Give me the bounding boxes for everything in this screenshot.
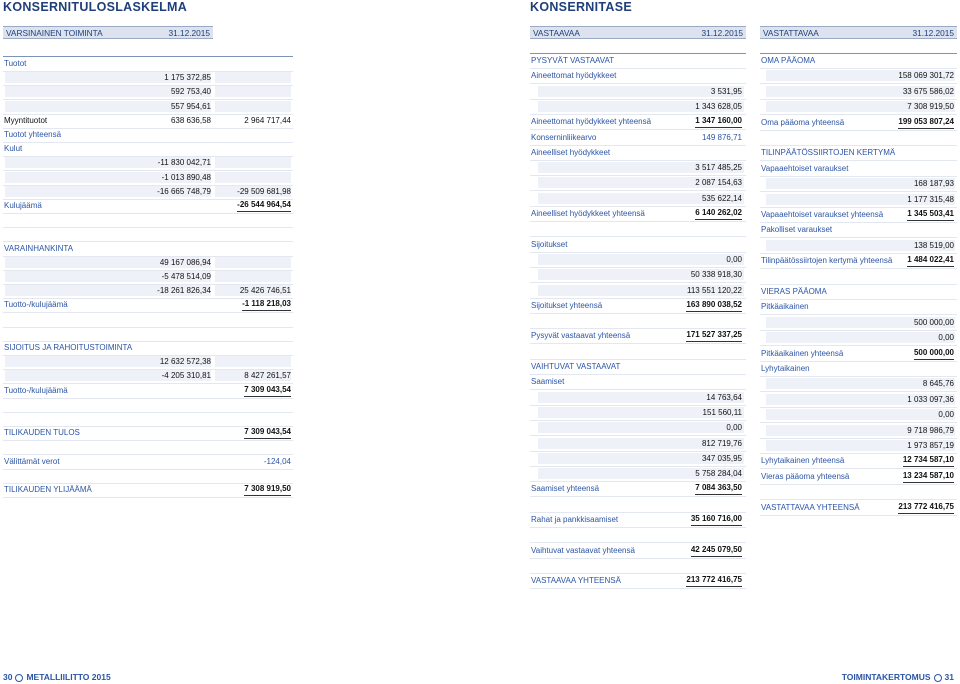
table-row	[3, 128, 293, 143]
table-row	[530, 360, 746, 375]
table-row	[760, 54, 957, 69]
circle-icon	[934, 674, 942, 682]
table-row	[760, 116, 957, 131]
row-value: -26 544 964,54	[237, 199, 291, 212]
table-row	[530, 222, 746, 237]
table-row	[760, 377, 957, 392]
footer-right-name: TOIMINTAKERTOMUS	[841, 672, 931, 682]
row-value: 0,00	[726, 423, 742, 433]
row-value: -1 118 218,03	[242, 298, 291, 311]
row-value: 213 772 416,75	[898, 501, 954, 514]
table-row	[530, 329, 746, 344]
table-row	[760, 485, 957, 500]
row-label: Tuotot	[4, 59, 27, 68]
row-label: Rahat ja pankkisaamiset	[531, 515, 619, 524]
table-row	[3, 369, 293, 384]
row-value: 1 177 315,48	[907, 194, 954, 204]
row-value: 138 519,00	[913, 240, 954, 250]
table-row	[3, 185, 293, 200]
table-row	[3, 256, 293, 271]
row-value: 7 309 043,54	[244, 384, 291, 397]
row-value: 6 140 262,02	[695, 207, 742, 220]
table-row	[530, 268, 746, 283]
cell-background	[215, 356, 291, 367]
table-row	[3, 355, 293, 370]
footer-right-page: 31	[944, 672, 954, 682]
table-row	[530, 375, 746, 390]
table-row	[530, 85, 746, 100]
row-value: 50 338 918,30	[690, 270, 742, 280]
table-row	[530, 299, 746, 314]
row-value: 557 954,61	[170, 101, 211, 111]
row-value: 213 772 416,75	[686, 574, 742, 587]
footer-left	[3, 672, 111, 682]
row-label: Saamiset	[531, 377, 565, 387]
table-row	[530, 69, 746, 84]
row-label: VARAINHANKINTA	[4, 243, 74, 253]
row-value: 0,00	[938, 333, 954, 343]
row-value: 347 035,95	[701, 453, 742, 463]
row-label: PYSYVÄT VASTAAVAT	[531, 56, 615, 65]
table-row	[3, 284, 293, 299]
row-label: TILIKAUDEN YLIJÄÄMÄ	[4, 485, 92, 494]
table-row	[3, 384, 293, 399]
row-label: Sijoitukset yhteensä	[531, 300, 603, 310]
row-label: VASTATTAVAA YHTEENSÄ	[761, 502, 860, 512]
row-value: 158 069 301,72	[898, 71, 954, 81]
row-label: Sijoitukset	[531, 239, 568, 249]
table-row	[530, 421, 746, 436]
table-row	[760, 470, 957, 485]
row-value: 3 517 485,25	[695, 163, 742, 173]
row-value: 13 234 587,10	[903, 470, 954, 483]
table-row	[530, 391, 746, 406]
row-label: Aineettomat hyödykkeet	[531, 71, 617, 81]
row-label: VAIHTUVAT VASTAAVAT	[531, 362, 621, 371]
row-value: 171 527 337,25	[686, 329, 742, 342]
row-label: Pitkäaikainen	[761, 302, 809, 312]
table-row	[3, 298, 293, 313]
row-value: 9 718 986,79	[907, 425, 954, 435]
table-row	[3, 199, 293, 214]
table-row	[530, 559, 746, 574]
income-statement-table	[3, 56, 293, 494]
row-value: -11 830 042,71	[157, 158, 211, 168]
table-row	[530, 192, 746, 207]
cell-background	[215, 172, 291, 183]
table-row	[760, 316, 957, 331]
cell-background	[766, 409, 955, 420]
row-value: -124,04	[263, 456, 291, 466]
row-value: 1 175 372,85	[164, 73, 211, 83]
table-row	[3, 142, 293, 157]
table-row	[530, 528, 746, 543]
table-row	[760, 408, 957, 423]
row-label: Kulut	[4, 144, 23, 154]
table-row	[760, 347, 957, 362]
row-label: Tilinpäätössiirtojen kertymä yhteensä	[761, 256, 893, 266]
left-band-label: VARSINAINEN TOIMINTA	[6, 28, 103, 38]
table-row	[760, 393, 957, 408]
row-value: 8 645,76	[922, 379, 954, 389]
table-row	[3, 242, 293, 257]
assets-band-label: VASTAAVAA	[533, 28, 580, 38]
table-row	[760, 239, 957, 254]
row-label: Oma pääoma yhteensä	[761, 117, 845, 127]
cell-background	[215, 271, 291, 282]
row-label: Vapaaehtoiset varaukset yhteensä	[761, 210, 884, 219]
table-row	[760, 424, 957, 439]
table-row	[760, 85, 957, 100]
liabilities-band-date: 31.12.2015	[912, 28, 954, 38]
row-value: 151 560,11	[702, 407, 742, 417]
table-row	[760, 300, 957, 315]
assets-header-band	[530, 26, 746, 39]
assets-table	[530, 53, 746, 586]
row-value: 168 187,93	[913, 179, 954, 189]
cell-background	[538, 254, 744, 265]
table-row	[3, 270, 293, 285]
row-label: Pakolliset varaukset	[761, 225, 833, 235]
row-value: 592 753,40	[170, 87, 211, 97]
row-value: 1 347 160,00	[695, 115, 742, 128]
row-value: -18 261 826,34	[157, 286, 211, 296]
row-value: 163 890 038,52	[686, 299, 742, 312]
row-value: -1 013 890,48	[161, 172, 211, 182]
table-row	[760, 146, 957, 161]
cell-background	[766, 332, 955, 343]
table-row	[760, 100, 957, 115]
table-row	[760, 131, 957, 146]
row-value: 7 084 363,50	[695, 482, 742, 495]
row-label: TILINPÄÄTÖSSIIRTOJEN KERTYMÄ	[761, 148, 896, 158]
table-row	[3, 156, 293, 171]
table-row	[530, 131, 746, 146]
row-label: Vapaaehtoiset varaukset	[761, 163, 849, 173]
table-row	[530, 176, 746, 191]
table-row	[530, 574, 746, 589]
row-label: Tuotot yhteensä	[4, 130, 62, 139]
table-row	[530, 467, 746, 482]
table-row	[3, 100, 293, 115]
table-row	[530, 54, 746, 69]
row-value: 113 551 120,22	[686, 285, 742, 295]
row-label: VASTAAVAA YHTEENSÄ	[531, 576, 621, 586]
table-row	[760, 439, 957, 454]
table-row	[760, 331, 957, 346]
table-row	[3, 327, 293, 342]
table-row	[530, 284, 746, 299]
table-row	[530, 513, 746, 528]
balance-sheet-title: KONSERNITASE	[530, 0, 632, 14]
row-label: Konserninliikearvo	[531, 132, 597, 142]
cell-background	[215, 72, 291, 83]
row-value: 25 426 746,51	[239, 286, 291, 296]
row-value: 14 763,64	[706, 392, 742, 402]
row-value: 5 758 284,04	[695, 469, 742, 479]
row-value: 1 484 022,41	[907, 254, 954, 267]
row-value: -4 205 310,81	[161, 371, 211, 381]
table-row	[3, 398, 293, 413]
row-value: 500 000,00	[914, 347, 954, 360]
table-row	[530, 115, 746, 130]
row-value: 35 160 716,00	[691, 513, 742, 526]
row-value: 535 622,14	[701, 193, 742, 203]
table-row	[3, 57, 293, 72]
footer-left-name: METALLIILITTO 2015	[26, 672, 111, 682]
table-row	[3, 426, 293, 441]
row-value: -29 509 681,98	[237, 186, 291, 196]
row-value: -16 665 748,79	[157, 186, 211, 196]
row-value: 42 245 079,50	[691, 544, 742, 557]
cell-background	[538, 422, 744, 433]
row-label: Lyhytaikainen yhteensä	[761, 456, 845, 466]
table-row	[760, 193, 957, 208]
table-row	[530, 146, 746, 161]
row-label: Vieras pääoma yhteensä	[761, 471, 850, 481]
left-header-band	[3, 26, 213, 39]
cell-background	[215, 257, 291, 268]
row-value: 0,00	[938, 410, 954, 420]
table-row	[530, 314, 746, 329]
row-value: 33 675 586,02	[902, 86, 954, 96]
row-value: 12 734 587,10	[903, 454, 954, 467]
table-row	[3, 440, 293, 455]
table-row	[760, 454, 957, 469]
liabilities-band-label: VASTATTAVAA	[763, 28, 819, 38]
row-label: Vaihtuvat vastaavat yhteensä	[531, 545, 635, 555]
row-value: 3 531,95	[710, 86, 742, 96]
row-value: 638 636,58	[170, 115, 211, 125]
table-row	[760, 69, 957, 84]
row-value: 812 719,76	[701, 438, 742, 448]
table-row	[3, 85, 293, 100]
row-value: 199 053 807,24	[898, 116, 954, 129]
table-row	[3, 213, 293, 228]
income-statement-title: KONSERNITULOSLASKELMA	[3, 0, 188, 14]
table-row	[530, 207, 746, 222]
footer-right	[842, 672, 954, 682]
table-row	[530, 253, 746, 268]
row-value: 49 167 086,94	[159, 257, 211, 267]
cell-background	[215, 157, 291, 168]
table-row	[3, 114, 293, 129]
table-row	[530, 238, 746, 253]
table-row	[530, 437, 746, 452]
table-row	[3, 313, 293, 328]
table-row	[760, 208, 957, 223]
table-row	[3, 341, 293, 356]
table-row	[530, 161, 746, 176]
table-row	[3, 71, 293, 86]
table-row	[760, 162, 957, 177]
row-label: Aineelliset hyödykkeet yhteensä	[531, 209, 645, 218]
row-value: 1 343 628,05	[695, 101, 742, 111]
table-row	[3, 483, 293, 498]
cell-background	[215, 86, 291, 97]
table-row	[760, 177, 957, 192]
table-row	[760, 362, 957, 377]
footer-left-page: 30	[3, 672, 13, 682]
table-row	[760, 223, 957, 238]
row-value: 12 632 572,38	[159, 357, 211, 367]
table-row	[530, 482, 746, 497]
row-label: OMA PÄÄOMA	[761, 56, 816, 65]
row-label: Pysyvät vastaavat yhteensä	[531, 331, 631, 341]
row-label: Aineelliset hyödykkeet	[531, 147, 611, 157]
row-value: 0,00	[726, 254, 742, 264]
table-row	[530, 544, 746, 559]
row-label: Myyntituotot	[4, 115, 48, 125]
row-label: Tuotto-/kulujäämä	[4, 385, 68, 395]
cell-background	[215, 101, 291, 112]
liabilities-table	[760, 53, 957, 512]
row-label: Aineettomat hyödykkeet yhteensä	[531, 117, 652, 127]
row-value: 1 973 857,19	[907, 441, 954, 450]
row-label: Pitkäaikainen yhteensä	[761, 348, 844, 358]
liabilities-header-band	[760, 26, 957, 39]
circle-icon	[15, 674, 23, 682]
table-row	[760, 501, 957, 516]
table-row	[760, 285, 957, 300]
row-value: 7 309 043,54	[244, 426, 291, 439]
row-label: TILIKAUDEN TULOS	[4, 428, 80, 438]
row-label: Kulujäämä	[4, 201, 42, 210]
table-row	[3, 455, 293, 470]
row-value: 7 308 919,50	[907, 102, 954, 112]
row-label: VIERAS PÄÄOMA	[761, 287, 827, 296]
row-label: Tuotto-/kulujäämä	[4, 300, 68, 310]
left-band-date: 31.12.2015	[168, 28, 210, 38]
table-row	[530, 406, 746, 421]
table-row	[530, 345, 746, 360]
row-value: 1 345 503,41	[907, 208, 954, 221]
table-row	[3, 171, 293, 186]
row-value: 149 876,71	[701, 132, 742, 142]
row-label: Lyhytaikainen	[761, 364, 810, 373]
row-value: 7 308 919,50	[244, 483, 291, 496]
row-value: 500 000,00	[913, 317, 954, 327]
row-label: Saamiset yhteensä	[531, 484, 600, 494]
table-row	[760, 254, 957, 269]
row-value: -5 478 514,09	[161, 272, 211, 281]
row-value: 1 033 097,36	[907, 394, 954, 404]
row-value: 8 427 261,57	[244, 371, 291, 381]
assets-band-date: 31.12.2015	[701, 28, 743, 38]
table-row	[3, 469, 293, 484]
table-row	[3, 412, 293, 427]
table-row	[3, 227, 293, 242]
row-value: 2 964 717,44	[244, 115, 291, 125]
row-label: SIJOITUS JA RAHOITUSTOIMINTA	[4, 343, 133, 352]
table-row	[530, 452, 746, 467]
table-row	[760, 270, 957, 285]
table-row	[530, 100, 746, 115]
row-value: 2 087 154,63	[695, 178, 742, 188]
table-row	[530, 498, 746, 513]
row-label: Välittämät verot	[4, 456, 60, 466]
